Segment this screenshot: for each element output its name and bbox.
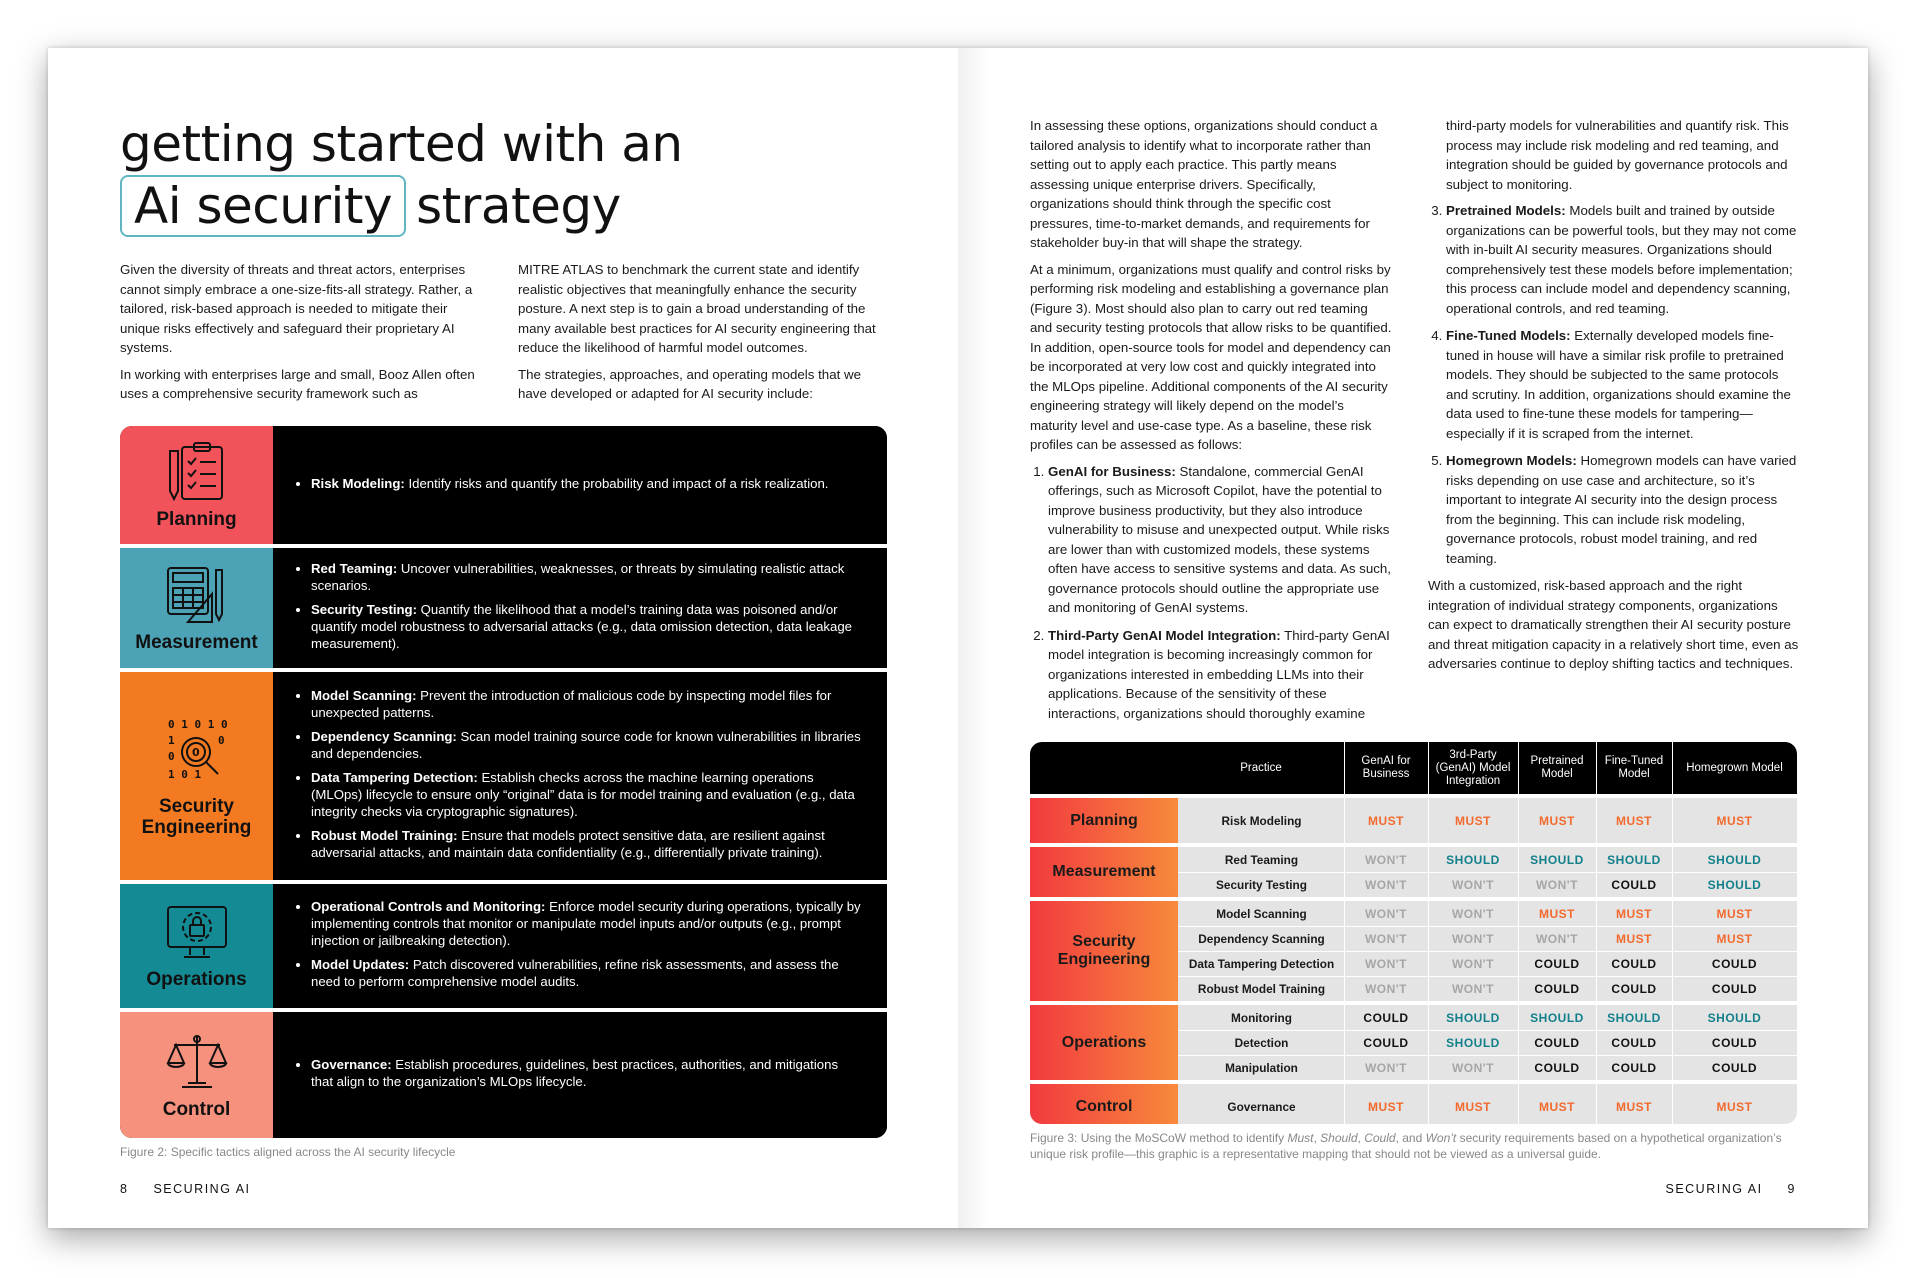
practice-cell: Data Tampering Detection	[1188, 956, 1335, 971]
requirement-cell: COULD	[1534, 956, 1580, 971]
tactic-term: Robust Model Training:	[311, 828, 458, 843]
requirement-cell: COULD	[1534, 981, 1580, 996]
matrix-header-cell: Homegrown Model	[1686, 761, 1783, 774]
requirement-cell: WON'T	[1364, 852, 1407, 867]
tactic-description	[273, 426, 887, 544]
practice-cell: Red Teaming	[1224, 852, 1299, 867]
figure-caption	[1030, 1130, 1800, 1162]
page-footer-left	[120, 1182, 251, 1196]
body-paragraph: At a minimum, organizations must qualify and control risks by performing risk modeling and establishing a governance plan (Figure 3). Most should also plan to carry out red teaming and security testing protocols that allow risks to be quantified. In addition, open-source tools for model and dependency can be incorporated at very low cost and quickly integrated into the MLOps pipeline. Additional components of the AI security engineering strategy will likely depend on the model’s maturity level and use-case type. As a baseline, these risk profiles can be assessed as follows:	[1030, 261, 1392, 452]
practice-cell: Security Testing	[1216, 877, 1307, 892]
column-divider	[1428, 742, 1429, 1124]
caption-text: Figure 3: Using the MoSCoW method to identify	[1030, 1131, 1288, 1145]
tactic-item	[311, 898, 863, 949]
requirement-cell: MUST	[1616, 1099, 1652, 1114]
requirement-cell: MUST	[1368, 1099, 1404, 1114]
requirement-cell: MUST	[1539, 906, 1575, 921]
requirement-cell: WON'T	[1364, 906, 1407, 921]
requirement-cell: WON'T	[1451, 981, 1494, 996]
requirement-cell: COULD	[1363, 1010, 1409, 1025]
running-head: SECURING AI	[1665, 1182, 1763, 1196]
requirement-cell: COULD	[1611, 981, 1657, 996]
caption-emphasis: Should	[1320, 1131, 1358, 1145]
practice-cell: Detection	[1234, 1035, 1289, 1050]
requirement-cell: MUST	[1455, 813, 1491, 828]
tactic-label-text: Security Engineering	[141, 796, 252, 838]
svg-text:0 1 0 1 0: 0 1 0 1 0	[167, 718, 228, 731]
scales-icon	[162, 1031, 232, 1093]
list-item	[1048, 626, 1392, 724]
tactic-item	[311, 827, 863, 861]
tactic-item	[311, 601, 863, 652]
requirement-cell: SHOULD	[1607, 852, 1661, 867]
requirement-cell: COULD	[1363, 1035, 1409, 1050]
requirement-cell: SHOULD	[1607, 1010, 1661, 1025]
moscow-matrix	[1030, 742, 1797, 1124]
requirement-cell: COULD	[1534, 1060, 1580, 1075]
requirement-cell: WON'T	[1364, 931, 1407, 946]
intro-paragraph: The strategies, approaches, and operating models that we have developed or adapted for AI security include:	[518, 366, 861, 401]
matrix-header	[1030, 742, 1797, 794]
column-divider	[1344, 742, 1345, 1124]
calculator-ruler-icon	[162, 564, 232, 626]
body-paragraph: With a customized, risk-based approach and the right integration of individual strategy components, organizations can expect to dramatically strengthen their AI security posture and threat mitigation capacity in a relatively short time, even as adversaries continue to deploy shifting tactics and techniques.	[1428, 578, 1799, 671]
clipboard-checklist-icon	[164, 441, 230, 503]
svg-text:0: 0	[191, 746, 200, 759]
column-divider	[1596, 742, 1597, 1124]
requirement-cell: MUST	[1455, 1099, 1491, 1114]
practice-cell: Dependency Scanning	[1198, 931, 1325, 946]
tactic-text: Enforce model security during operations, typically by implementing controls that monitor or manipulate model inputs and/or outputs (e.g., prompt injection or jailbreaking detection).	[311, 899, 861, 948]
requirement-cell: WON'T	[1451, 877, 1494, 892]
requirement-cell: SHOULD	[1530, 1010, 1584, 1025]
page-number: 8	[120, 1182, 129, 1196]
list-text: Homegrown models can have varied risks depending on use case and architecture, so it’s important to integrate AI security into the design process from the beginning. This can include risk modeling, governance protocols, robust model training, and red teaming.	[1446, 453, 1797, 566]
tactic-row-measurement	[120, 548, 887, 668]
matrix-category-3: Operations	[1030, 1005, 1178, 1080]
tactic-text: Establish checks across the machine learning operations (MLOps) lifecycle to ensure only “original” data is for model training and evaluation (e.g., data integrity checks via cryptographic signatures).	[311, 770, 855, 819]
matrix-header-cell: Pretrained Model	[1530, 755, 1584, 780]
requirement-cell: COULD	[1611, 1060, 1657, 1075]
list-term: GenAI for Business:	[1048, 463, 1176, 479]
requirement-cell: SHOULD	[1446, 852, 1500, 867]
matrix-category-4: Control	[1030, 1084, 1178, 1124]
requirement-cell: COULD	[1711, 1060, 1758, 1075]
requirement-cell: MUST	[1616, 813, 1652, 828]
intro-column-2	[518, 260, 886, 411]
list-text: Third-party GenAI model integration is becoming increasingly common for organizations interested in embedding LLMs into their applications. Because of the sensitivity of these interactions, organizations should thoroughly examine	[1048, 627, 1390, 721]
body-column-1	[1030, 116, 1392, 731]
running-head: SECURING AI	[153, 1182, 251, 1196]
requirement-cell: MUST	[1616, 931, 1652, 946]
document-spread	[48, 48, 1868, 1228]
tactic-label-text: Measurement	[135, 631, 258, 653]
requirement-cell: MUST	[1716, 931, 1753, 946]
tactics-table	[120, 426, 887, 1138]
requirement-cell: MUST	[1716, 906, 1753, 921]
practice-cell: Governance	[1227, 1099, 1296, 1114]
practice-cell: Risk Modeling	[1221, 813, 1302, 828]
list-text: Externally developed models fine-tuned in house will have a similar risk profile to pretrained models. They should be subjected to the same protocols and scrutiny. In addition, organizations should examine the data used to fine-tune these models for tampering—especially if it is scraped from the internet.	[1446, 328, 1791, 441]
requirement-cell: WON'T	[1364, 956, 1407, 971]
requirement-cell: COULD	[1611, 1035, 1657, 1050]
svg-text:1 0 1: 1 0 1	[167, 768, 201, 781]
svg-text:1: 1	[167, 734, 175, 747]
page-footer-right	[1665, 1182, 1796, 1196]
list-text: Standalone, commercial GenAI offerings, such as Microsoft Copilot, have the potential to improve business productivity, but they also introduce vulnerability to misuse and unexpected output. While risks are lower than with customized models, these systems often have access to sensitive systems and data. As such, governance protocols should outline the appropriate use and monitoring of GenAI systems.	[1048, 463, 1391, 615]
list-item	[1446, 326, 1800, 443]
intro-paragraph: In working with enterprises large and small, Booz Allen often uses a comprehensive security framework such as	[120, 366, 475, 401]
tactic-description	[273, 672, 887, 880]
caption-emphasis: Won’t	[1425, 1131, 1457, 1145]
tactic-term: Model Updates:	[311, 957, 410, 972]
tactic-label-operations	[120, 884, 273, 1008]
list-term: Pretrained Models:	[1446, 203, 1566, 218]
tactic-label-control	[120, 1012, 273, 1138]
list-item	[1446, 201, 1800, 318]
risk-profile-list-continued	[1428, 201, 1800, 568]
tactic-text: Establish procedures, guidelines, best practices, authorities, and mitigations that align to the organization’s MLOps lifecycle.	[311, 1057, 839, 1089]
requirement-cell: SHOULD	[1707, 852, 1762, 867]
tactic-item	[311, 560, 863, 594]
tactic-label-planning	[120, 426, 273, 544]
requirement-cell: MUST	[1539, 813, 1575, 828]
requirement-cell: MUST	[1716, 1099, 1753, 1114]
svg-text:0: 0	[217, 734, 225, 747]
caption-emphasis: Could	[1364, 1131, 1396, 1145]
body-column-2	[1428, 116, 1800, 681]
tactic-term: Dependency Scanning:	[311, 729, 457, 744]
matrix-header-cell: 3rd-Party (GenAI) Model Integration	[1435, 748, 1511, 787]
requirement-cell: SHOULD	[1707, 1010, 1762, 1025]
tactic-item	[311, 769, 863, 820]
tactic-row-control	[120, 1012, 887, 1138]
requirement-cell: SHOULD	[1530, 852, 1584, 867]
requirement-cell: SHOULD	[1446, 1035, 1500, 1050]
column-divider	[1672, 742, 1673, 1124]
requirement-cell: COULD	[1711, 1035, 1758, 1050]
matrix-category-1: Measurement	[1030, 847, 1178, 897]
figure-caption: Figure 2: Specific tactics aligned across the AI security lifecycle	[120, 1145, 456, 1159]
matrix-category-2: Security Engineering	[1030, 901, 1178, 1001]
monitor-lock-gear-icon	[162, 903, 232, 963]
caption-text: , and	[1395, 1131, 1426, 1145]
requirement-cell: MUST	[1616, 906, 1652, 921]
tactic-text: Uncover vulnerabilities, weaknesses, or threats by simulating realistic attack scenarios.	[311, 561, 845, 593]
tactic-term: Risk Modeling:	[311, 475, 405, 491]
page-title	[120, 113, 683, 237]
tactic-term: Governance:	[311, 1057, 392, 1072]
tactic-row-planning	[120, 426, 887, 544]
requirement-cell: WON'T	[1535, 877, 1578, 892]
list-term: Homegrown Models:	[1446, 453, 1577, 468]
requirement-cell: COULD	[1711, 956, 1758, 971]
tactic-row-operations	[120, 884, 887, 1008]
list-item	[1446, 451, 1800, 568]
tactic-term: Security Testing:	[311, 602, 418, 617]
requirement-cell: WON'T	[1535, 931, 1578, 946]
requirement-cell: WON'T	[1364, 981, 1407, 996]
practice-cell: Manipulation	[1225, 1060, 1298, 1075]
list-text: Models built and trained by outside organizations can be powerful tools, but they may not come with in-built AI security measures. Organizations should comprehensively test these models before implementation; this process can include model and dependency scanning, operational controls, and red teaming.	[1446, 203, 1797, 316]
requirement-cell: SHOULD	[1446, 1010, 1500, 1025]
requirement-cell: COULD	[1611, 956, 1657, 971]
caption-emphasis: Must	[1287, 1131, 1314, 1145]
tactic-term: Red Teaming:	[311, 561, 398, 576]
body-paragraph: In assessing these options, organizations should conduct a tailored analysis to identify what to incorporate rather than setting out to apply each practice. This partly means assessing unique enterprise drivers. Specifically, organizations should think through the specific cost pressures, time-to-market demands, and requirements for stakeholder buy-in that will shape the strategy.	[1030, 118, 1378, 250]
matrix-header-cell: GenAI for Business	[1361, 755, 1411, 780]
requirement-cell: COULD	[1711, 981, 1758, 996]
list-item	[1048, 462, 1392, 618]
caption-text: ,	[1357, 1131, 1365, 1145]
tactic-description	[273, 548, 887, 668]
title-line-2	[120, 175, 683, 237]
tactic-text: Scan model training source code for known vulnerabilities in libraries and dependencies.	[311, 729, 861, 761]
page-right	[958, 48, 1868, 1228]
tactic-label-text: Planning	[156, 508, 237, 530]
practice-cell: Model Scanning	[1216, 906, 1307, 921]
tactic-label-measurement	[120, 548, 273, 668]
requirement-cell: WON'T	[1451, 931, 1494, 946]
intro-paragraph: MITRE ATLAS to benchmark the current state and identify realistic objectives that meaningfully enhance the security posture. A next step is to gain a broad understanding of the many available best practices for AI security engineering that reduce the likelihood of harmful model outcomes.	[518, 262, 876, 355]
tactic-label-security-engineering	[120, 672, 273, 880]
tactic-text: Ensure that models protect sensitive data, are resilient against adversarial attacks, and maintain data confidentiality (e.g., differentially private training).	[311, 828, 825, 860]
tactic-term: Operational Controls and Monitoring:	[311, 899, 546, 914]
tactic-description	[273, 1012, 887, 1138]
tactic-row-security-engineering	[120, 672, 887, 880]
tactic-description	[273, 884, 887, 1008]
requirement-cell: WON'T	[1451, 956, 1494, 971]
requirement-cell: SHOULD	[1707, 877, 1762, 892]
matrix-header-cell: Practice	[1240, 761, 1282, 774]
list-term: Fine-Tuned Models:	[1446, 328, 1571, 343]
risk-profile-list	[1030, 462, 1392, 724]
page-left	[48, 48, 958, 1228]
tactic-label-text: Operations	[146, 968, 247, 990]
matrix-header-cell: Fine-Tuned Model	[1604, 755, 1664, 780]
column-divider	[1518, 742, 1519, 1124]
intro-column-1	[120, 260, 488, 411]
tactic-term: Data Tampering Detection:	[311, 770, 478, 785]
list-term: Third-Party GenAI Model Integration:	[1048, 627, 1281, 643]
requirement-cell: MUST	[1368, 813, 1404, 828]
requirement-cell: COULD	[1611, 877, 1657, 892]
caption-text: security requirements based on a hypothetical organization’s unique risk profile—this graphic is a representative mapping that should not be viewed as a universal guide.	[1030, 1131, 1782, 1161]
tactic-text: Identify risks and quantify the probability and impact of a risk realization.	[404, 475, 829, 491]
caption-text: ,	[1313, 1131, 1321, 1145]
tactic-label-text: Control	[162, 1098, 231, 1120]
tactic-item	[311, 687, 863, 721]
matrix-category-0: Planning	[1030, 798, 1178, 843]
intro-paragraph: Given the diversity of threats and threat actors, enterprises cannot simply embrace a one-size-fits-all strategy. Rather, a tailored, risk-based approach is needed to mitigate their unique risks effectively and safeguard their proprietary AI systems.	[120, 262, 473, 355]
requirement-cell: MUST	[1716, 813, 1753, 828]
requirement-cell: WON'T	[1364, 877, 1407, 892]
requirement-cell: WON'T	[1364, 1060, 1407, 1075]
svg-text:0: 0	[167, 750, 175, 763]
practice-cell: Monitoring	[1231, 1010, 1292, 1025]
tactic-item	[311, 728, 863, 762]
requirement-cell: MUST	[1539, 1099, 1575, 1114]
body-paragraph: third-party models for vulnerabilities and quantify risk. This process may include risk modeling and red teaming, and integration should be guided by governance protocols and subject to monitoring.	[1446, 118, 1789, 192]
tactic-item	[311, 956, 863, 990]
tactic-item	[311, 1056, 863, 1090]
requirement-cell: COULD	[1534, 1035, 1580, 1050]
title-boxed-phrase: Ai security	[120, 175, 406, 237]
requirement-cell: WON'T	[1451, 906, 1494, 921]
tactic-term: Model Scanning:	[311, 688, 417, 703]
page-number: 9	[1787, 1182, 1796, 1196]
tactic-text: Patch discovered vulnerabilities, refine risk assessments, and assess the need to perform comprehensive model audits.	[311, 957, 839, 989]
tactic-text: Prevent the introduction of malicious code by inspecting model files for unexpected patterns.	[311, 688, 832, 720]
title-rest: strategy	[416, 177, 621, 235]
requirement-cell: WON'T	[1451, 1060, 1494, 1075]
practice-cell: Robust Model Training	[1197, 981, 1326, 996]
tactic-item	[311, 475, 863, 492]
title-line-1: getting started with an	[120, 115, 683, 173]
binary-magnifier-icon	[162, 714, 232, 790]
tactic-text: Quantify the likelihood that a model’s training data was poisoned and/or quantify model robustness to adversarial attacks (e.g., data omission detection, data leakage measurement).	[311, 602, 852, 651]
